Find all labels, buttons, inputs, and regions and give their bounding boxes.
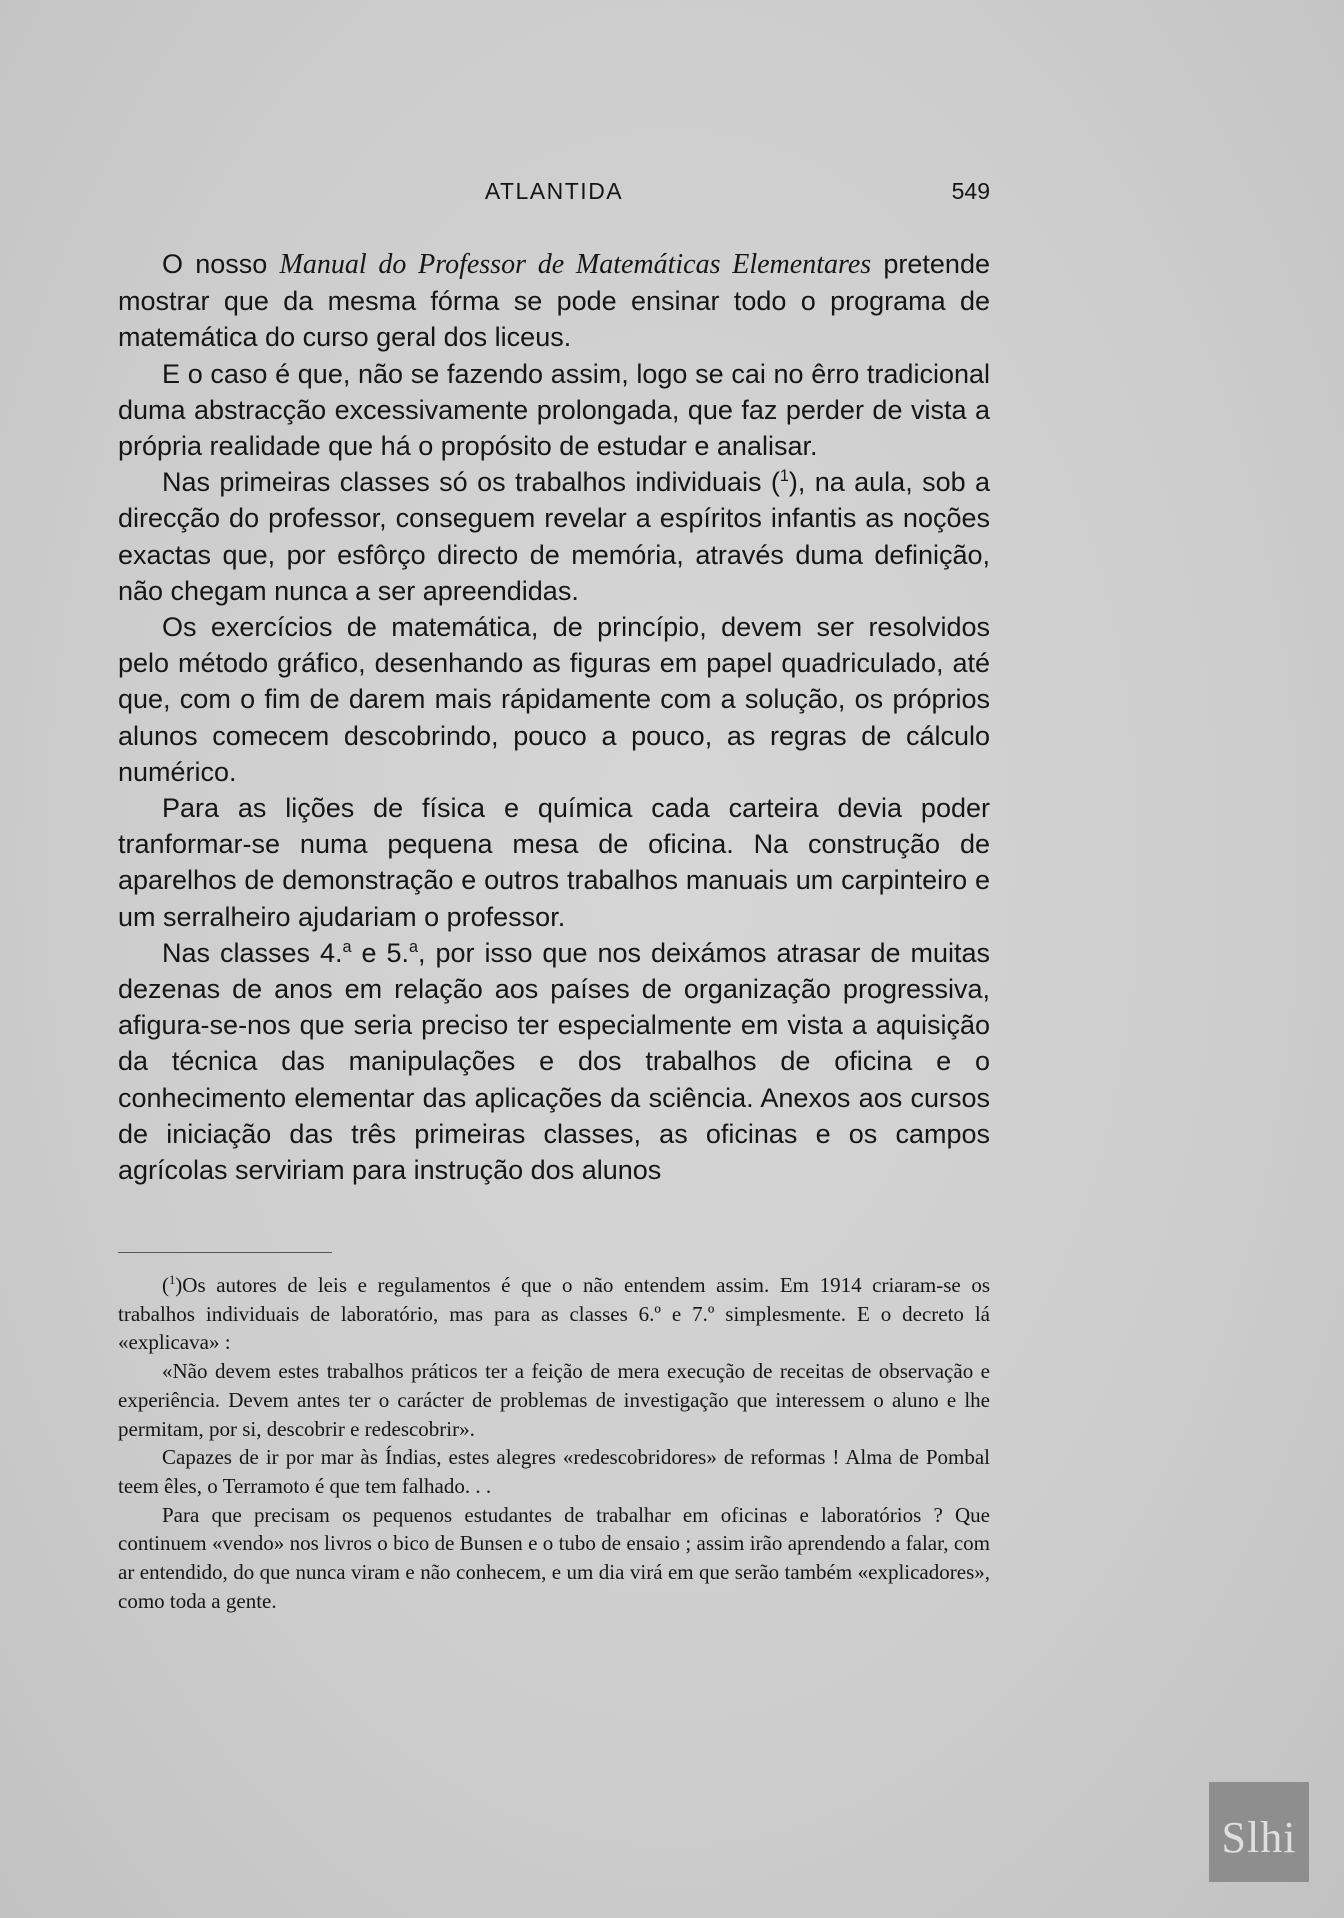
footnote-quote: «Não devem estes trabalhos práticos ter a feição de mera execução de receitas de observação e experiência. Devem antes ter o carácter de problemas de investigação que interessem o aluno e lhe permitam, por si, descobrir e redescobrir». xyxy=(118,1359,990,1441)
footnote-marker: ) xyxy=(175,1273,183,1297)
running-header xyxy=(118,178,990,212)
watermark-text: Slhi xyxy=(1221,1813,1297,1862)
footnote-divider xyxy=(118,1252,332,1253)
library-watermark-logo xyxy=(1209,1782,1309,1882)
paragraph xyxy=(118,935,990,1188)
footnote-ref: 1 xyxy=(779,467,789,486)
text-run: Nas classes 4. xyxy=(162,937,343,968)
paragraph: E o caso é que, não se fazendo assim, logo se cai no êrro tradicional duma abstracção excessivamente prolongada, que faz perder de vista a própria realidade que há o propósito de estudar e analisar. xyxy=(118,358,990,462)
footnote-text: Os autores de leis e regulamentos é que o não entendem assim. Em 1914 criaram-se os trabalhos individuais de laboratório, mas para as classes 6.º e 7.º simplesmente. E o decreto lá «explicava» : xyxy=(118,1273,990,1355)
text-run: pretende mostrar que da mesma fórma se pode ensinar todo o programa de matemática do curso geral dos liceus. xyxy=(118,249,990,353)
text-run: O nosso xyxy=(162,249,280,279)
text-run: e 5. xyxy=(351,937,409,968)
footnote-paragraph: Para que precisam os pequenos estudantes de trabalhar em oficinas e laboratórios ? Que continuem «vendo» nos livros o bico de Bunsen e o tubo de ensaio ; assim irão aprendendo a falar, com ar entendido, do que nunca viram e não conhecem, e um dia virá em que serão também «explicadores», como toda a gente. xyxy=(118,1502,990,1613)
text-run: Nas primeiras classes só os trabalhos individuais ( xyxy=(162,467,780,498)
paragraph: Para as lições de física e química cada carteira devia poder tranformar-se numa pequena mesa de oficina. Na construção de aparelhos de demonstração e outros trabalhos manuais um carpinteiro e um serralheiro ajudariam o professor. xyxy=(118,793,990,932)
main-text xyxy=(118,246,990,1188)
text-run: , por isso que nos deixámos atrasar de muitas dezenas de anos em relação aos países de organização progressiva, afigura-se-nos que seria preciso ter especialmente em vista a aquisição da técnica das manipulações e dos trabalhos de oficina e o conhecimento elementar das aplicações da sciência. Anexos aos cursos de iniciação das três primeiras classes, as oficinas e os campos agrícolas serviriam para instrução dos alunos xyxy=(118,937,990,1186)
paragraph: Os exercícios de matemática, de princípio, devem ser resolvidos pelo método gráfico, desenhando as figuras em papel quadriculado, até que, com o fim de darem mais rápidamente com a solução, os próprios alunos comecem descobrindo, pouco a pouco, as regras de cálculo numérico. xyxy=(118,612,990,787)
footnote-paragraph: Capazes de ir por mar às Índias, estes alegres «redescobridores» de reformas ! Alma de Pombal teem êles, o Terramoto é que tem falhado. . . xyxy=(118,1445,990,1498)
text-run: ), na aula, sob a direcção do professor, conseguem revelar a espíritos infantis as noções exactas que, por esfôrço directo de memória, através duma definição, não chegam nunca a ser apreendidas. xyxy=(118,467,990,606)
page-number: 549 xyxy=(951,178,990,204)
footnote-marker: ( xyxy=(162,1273,169,1297)
paragraph xyxy=(118,464,990,609)
paragraph xyxy=(118,246,990,356)
footnote-marker-number: 1 xyxy=(169,1273,176,1287)
footnote xyxy=(118,1271,990,1357)
ordinal-suffix: a xyxy=(342,937,352,956)
journal-title: ATLANTIDA xyxy=(484,178,624,204)
book-title: Manual do Professor de Matemáticas Elementares xyxy=(279,249,872,280)
ordinal-suffix: a xyxy=(408,937,418,956)
footnotes xyxy=(118,1271,990,1615)
